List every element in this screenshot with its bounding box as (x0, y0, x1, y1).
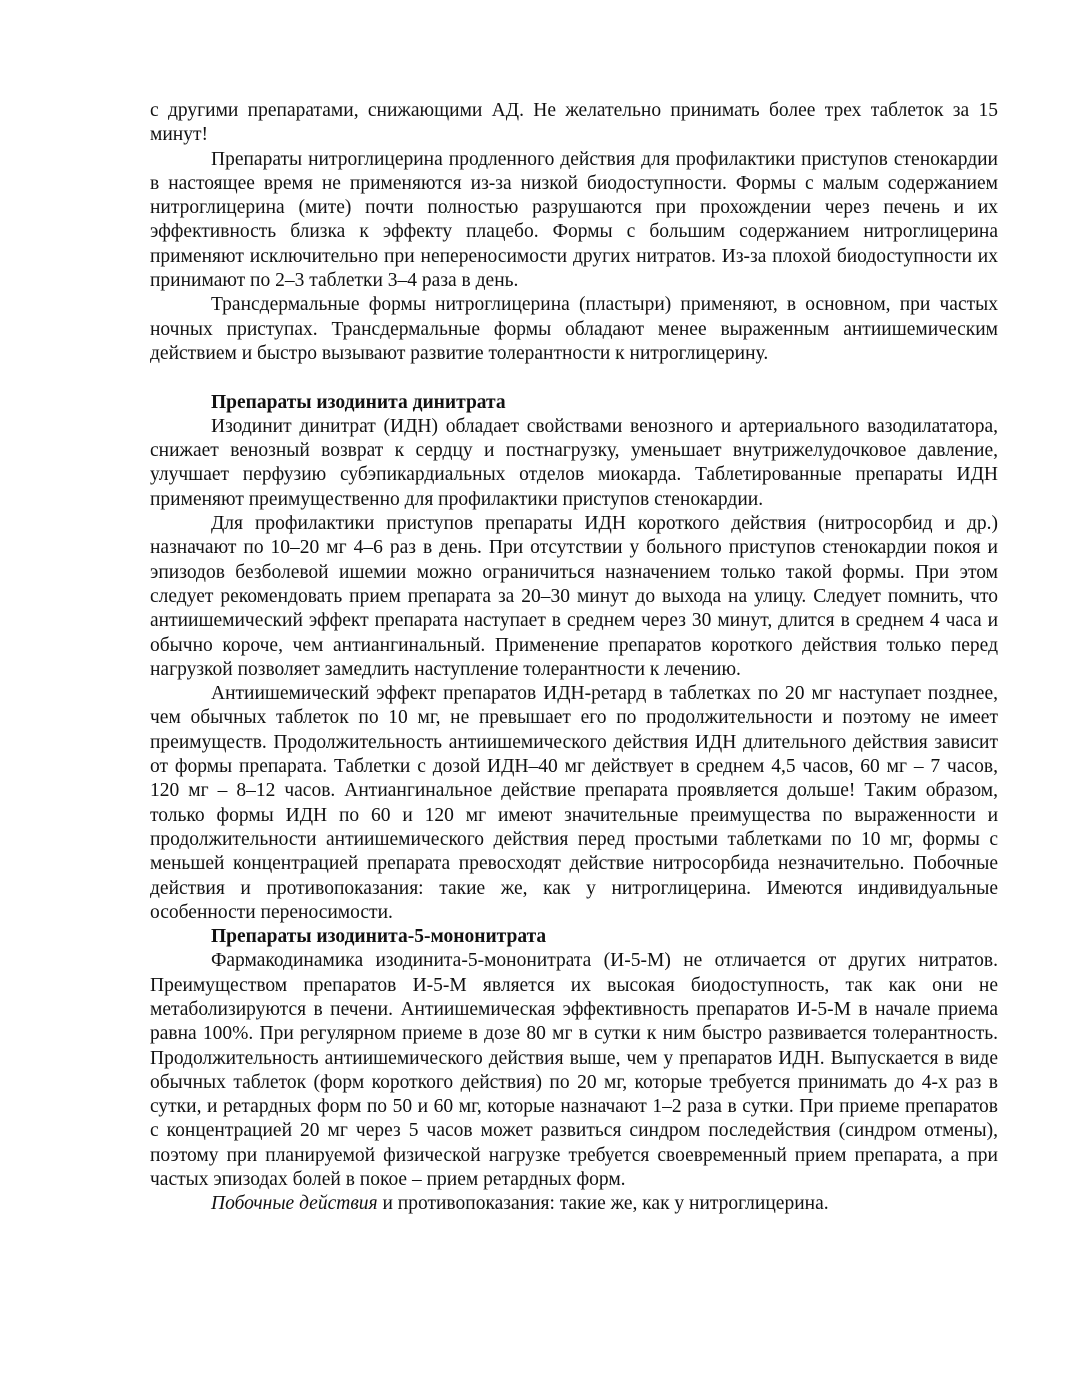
heading-i5m: Препараты изодинита-5-мононитрата (211, 926, 547, 948)
paragraph-nitro-prolonged: Препараты нитроглицерина продленного действия для профилактики приступов стенокардии в настоящее время не применяются из-за низкой биодоступности. Формы с малым содержанием нитроглицерина (мите) почти полностью разрушаются при прохождении через печень и их эффективность близка к эффекту плацебо. Формы с большим содержанием нитроглицерина применяют исключительно при непереносимости других нитратов. Из-за плохой биодоступности их принимают по 2–3 таблетки 3–4 раза в день. (150, 148, 998, 292)
side-effects-rest: и противопоказания: такие же, как у нитроглицерина. (377, 1193, 829, 1215)
paragraph-idn-intro: Изодинит динитрат (ИДН) обладает свойствами венозного и артериального вазодилататора, снижает венозный возврат к сердцу и постнагрузку, уменьшает внутрижелудочковое давление, улучшает перфузию субэпикардиальных отделов миокарда. Таблетированные препараты ИДН применяют преимущественно для профилактики приступов стенокардии. (150, 415, 998, 510)
document-page (150, 99, 998, 1217)
continuation-paragraph: с другими препаратами, снижающими АД. Не желательно принимать более трех таблеток за 15 минут! (150, 100, 998, 146)
heading-idn: Препараты изодинита динитрата (211, 391, 506, 413)
paragraph-i5m: Фармакодинамика изодинита-5-мононитрата (И-5-М) не отличается от других нитратов. Преимуществом препаратов И-5-М является их высокая биодоступность, так как они не метаболизируются в печени. Антиишемическая эффективность препаратов И-5-М в начале приема равна 100%. При регулярном приеме в дозе 80 мг в сутки к ним быстро развивается толерантность. Продолжительность антиишемического действия выше, чем у препаратов ИДН. Выпускается в виде обычных таблеток (форм короткого действия) по 20 мг, которые требуется принимать до 4-х раз в сутки, и ретардных форм по 50 и 60 мг, которые назначают 1–2 раза в сутки. При приеме препаратов с концентрацией 20 мг через 5 часов может развиться синдром последействия (синдром отмены), поэтому при планируемой физической нагрузке требуется своевременный прием препарата, а при частых эпизодах болей в покое – прием ретардных форм. (150, 950, 998, 1191)
paragraph-side-effects (150, 1192, 998, 1216)
paragraph-nitro-transdermal: Трансдермальные формы нитроглицерина (пластыри) применяют, в основном, при частых ночных приступах. Трансдермальные формы обладают менее выраженным антиишемическим действием и быстро вызывают развитие толерантности к нитроглицерину. (150, 294, 998, 364)
side-effects-italic: Побочные действия (211, 1193, 378, 1215)
paragraph-idn-retard: Антиишемический эффект препаратов ИДН-ретард в таблетках по 20 мг наступает позднее, чем обычных таблеток по 10 мг, не превышает его по продолжительности и поэтому не имеет преимуществ. Продолжительность антиишемического действия ИДН длительного действия зависит от формы препарата. Таблетки с дозой ИДН–40 мг действует в среднем 4,5 часов, 60 мг – 7 часов, 120 мг – 8–12 часов. Антиангинальное действие препарата проявляется дольше! Таким образом, только формы ИДН по 60 и 120 мг имеют значительные преимущества по выраженности и продолжительности антиишемического действия перед простыми таблетками по 10 мг, формы с меньшей концентрацией препарата превосходят действие нитросорбида незначительно. Побочные действия и противопоказания: такие же, как у нитроглицерина. Имеются индивидуальные особенности переносимости. (150, 683, 998, 923)
paragraph-idn-short: Для профилактики приступов препараты ИДН короткого действия (нитросорбид и др.) назначают по 10–20 мг 4–6 раз в день. При отсутствии у больного приступов стенокардии покоя и эпизодов безболевой ишемии можно ограничиться назначением только такой формы. При этом следует рекомендовать прием препарата за 20–30 минут до выхода на улицу. Следует помнить, что антиишемический эффект препарата наступает в среднем через 30 минут, длится в среднем 4 часа и обычно короче, чем антиангинальный. Применение препаратов короткого действия только перед нагрузкой позволяет замедлить наступление толерантности к лечению. (150, 513, 998, 680)
